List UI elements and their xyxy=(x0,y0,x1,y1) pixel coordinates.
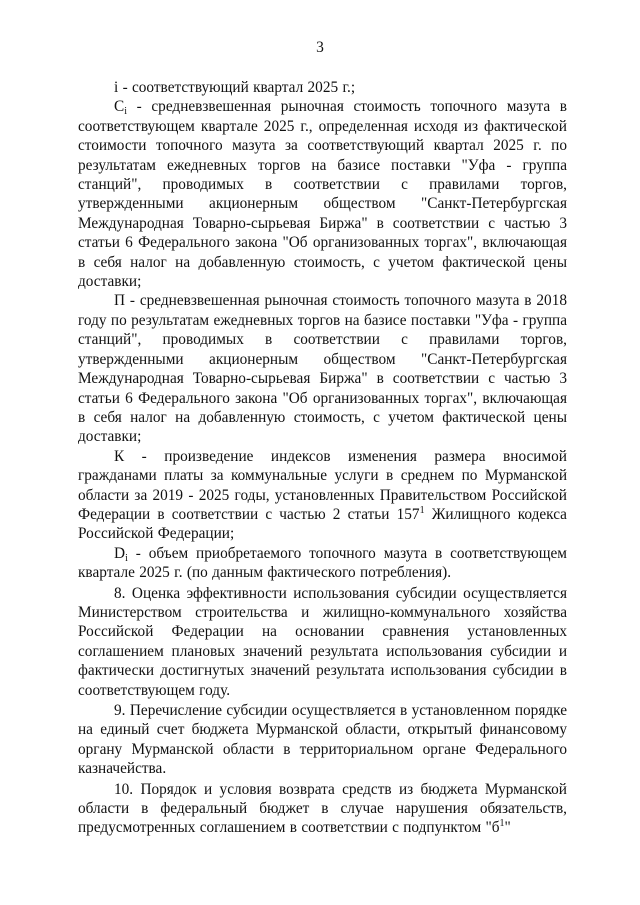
superscript: 1 xyxy=(499,818,505,830)
paragraph-text: - средневзвешенная рыночная стоимость топочного мазута в соответствующем квартале 2025 г., определенная исходя из фактической стоимости топочного мазута за соответствующий квартал 2025 г. по результатам ежедневных торгов на базисе поставки "Уфа - группа станций", проводимых в соответствии с правилами торгов, утвержденными акционерным обществом "Санкт-Петербургская Международная Товарно-сырьевая Биржа" в соответствии с частью 3 статьи 6 Федерального закона "Об организованных торгах", включающая в себя налог на добавленную стоимость, с учетом фактической цены доставки; xyxy=(78,98,567,291)
paragraph-i-definition xyxy=(78,78,567,97)
paragraph-item-9 xyxy=(78,701,567,779)
paragraph-text: 9. Перечисление субсидии осуществляется в установленном порядке на единый счет бюджета Мурманской области, открытый финансовому органу Мурманской области в территориальном органе Федерального казначейства. xyxy=(78,702,567,778)
variable-symbol: C xyxy=(114,98,125,116)
paragraph-text: К - произведение индексов изменения размера вносимой гражданами платы за коммунальные услуги в среднем по Мурманской области за 2019 - 2025 годы, установленных Правительством Российской Федерации в соответствии с частью 2 статьи 157 xyxy=(78,447,567,523)
paragraph-item-8 xyxy=(78,584,567,700)
paragraph-item-10 xyxy=(78,780,567,838)
document-body xyxy=(78,78,567,838)
paragraph-text: 8. Оценка эффективности использования субсидии осуществляется Министерством строительства и жилищно-коммунального хозяйства Российской Федерации на основании сравнения установленных соглашением плановых значений результата использования субсидии и фактически достигнутых значений результата использования субсидии в соответствующем году. xyxy=(78,584,567,699)
paragraph-text: - объем приобретаемого топочного мазута в соответствующем квартале 2025 г. (по данным фактического потребления). xyxy=(78,544,567,582)
variable-subscript: i xyxy=(125,552,128,564)
variable-subscript: i xyxy=(124,106,127,118)
paragraph-text-continued: " xyxy=(504,819,511,837)
paragraph-text: П - средневзвешенная рыночная стоимость топочного мазута в 2018 году по результатам ежедневных торгов на базисе поставки "Уфа - группа станций", проводимых в соответствии с правилами торгов, утвержденными акционерным обществом "Санкт-Петербургская Международная Товарно-сырьевая Биржа" в соответствии с частью 3 статьи 6 Федерального закона "Об организованных торгах", включающая в себя налог на добавленную стоимость, с учетом фактической цены доставки; xyxy=(78,292,567,446)
paragraph-text: i - соответствующий квартал 2025 г.; xyxy=(114,79,356,96)
superscript: 1 xyxy=(419,504,425,516)
page-number: 3 xyxy=(316,39,324,56)
paragraph-text-continued: Жилищного кодекса Российской Федерации; xyxy=(78,505,567,543)
paragraph-ci-definition xyxy=(78,97,567,291)
paragraph-p-definition xyxy=(78,291,567,446)
paragraph-di-definition xyxy=(78,544,567,583)
paragraph-text: 10. Порядок и условия возврата средств из бюджета Мурманской области в федеральный бюджет в случае нарушения обязательств, предусмотренных соглашением в соответствии с подпунктом "б xyxy=(78,780,567,837)
variable-symbol: D xyxy=(114,544,126,562)
paragraph-k-definition xyxy=(78,447,567,544)
